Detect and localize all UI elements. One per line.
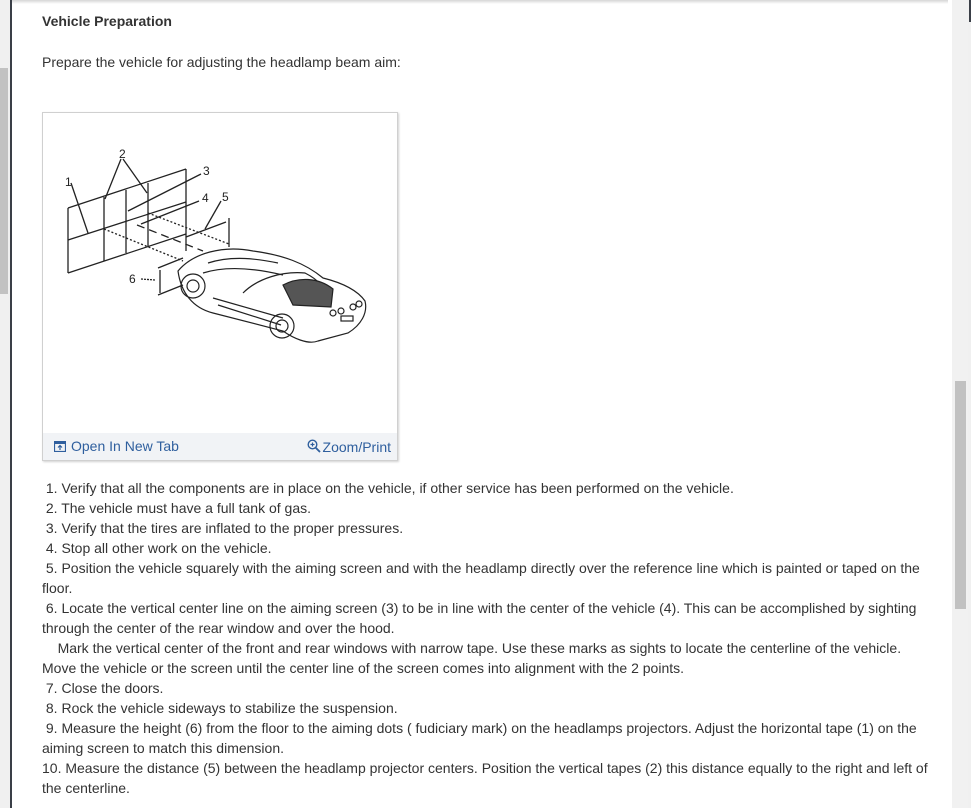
open-new-tab-icon — [54, 441, 66, 452]
callout-4: 4 — [202, 191, 209, 205]
content-scrollbar-thumb[interactable] — [955, 381, 966, 609]
panel-header-shadow — [12, 0, 948, 4]
zoom-print-label: Zoom/Print — [322, 439, 391, 455]
headlamp-aiming-illustration[interactable] — [43, 113, 397, 433]
step-5: 5. Position the vehicle squarely with the aiming screen and with the headlamp directly over the reference line which is painted or taped on the floor. — [42, 560, 924, 596]
zoom-print-link[interactable] — [307, 436, 391, 455]
step-4: 4. Stop all other work on the vehicle. — [42, 540, 272, 556]
callout-2: 2 — [119, 147, 126, 161]
procedure-steps — [42, 478, 938, 798]
car-sketch — [178, 249, 366, 342]
background-page-scrollbar[interactable] — [0, 0, 10, 808]
content-scrollbar[interactable] — [952, 0, 968, 808]
content-panel — [12, 0, 952, 808]
open-in-new-tab-label: Open In New Tab — [71, 438, 179, 454]
callout-1: 1 — [65, 175, 72, 189]
callout-6: 6 — [129, 272, 136, 286]
zoom-in-icon — [307, 439, 321, 453]
step-7: 7. Close the doors. — [42, 680, 164, 696]
step-10: 10. Measure the distance (5) between the headlamp projector centers. Position the vertical tapes (2) this distance equally to the right and left of the centerline. — [42, 760, 932, 796]
callout-5: 5 — [222, 190, 229, 204]
step-3: 3. Verify that the tires are inflated to the proper pressures. — [42, 520, 404, 536]
open-in-new-tab-link[interactable] — [54, 438, 179, 454]
background-scrollbar-thumb[interactable] — [0, 68, 8, 294]
section-title: Vehicle Preparation — [42, 13, 172, 29]
callout-3: 3 — [203, 164, 210, 178]
step-6: 6. Locate the vertical center line on the aiming screen (3) to be in line with the center of the vehicle (4). This can be accomplished by sighting through the center of the rear window and over the hood. — [42, 600, 921, 636]
step-6-note: Mark the vertical center of the front and rear windows with narrow tape. Use these marks as sights to locate the centerline of the vehicle. Move the vehicle or the screen until the center line of the screen comes into alignment with the 2 points. — [42, 640, 905, 676]
intro-text: Prepare the vehicle for adjusting the headlamp beam aim: — [42, 54, 401, 70]
step-8: 8. Rock the vehicle sideways to stabilize the suspension. — [42, 700, 398, 716]
step-1: 1. Verify that all the components are in place on the vehicle, if other service has been performed on the vehicle. — [42, 480, 734, 496]
figure-action-bar — [43, 433, 397, 460]
step-2: 2. The vehicle must have a full tank of gas. — [42, 500, 312, 516]
step-9: 9. Measure the height (6) from the floor to the aiming dots ( fudiciary mark) on the headlamps projectors. Adjust the horizontal tape (1) on the aiming screen to match this dimension. — [42, 720, 921, 756]
figure-card — [42, 112, 398, 461]
